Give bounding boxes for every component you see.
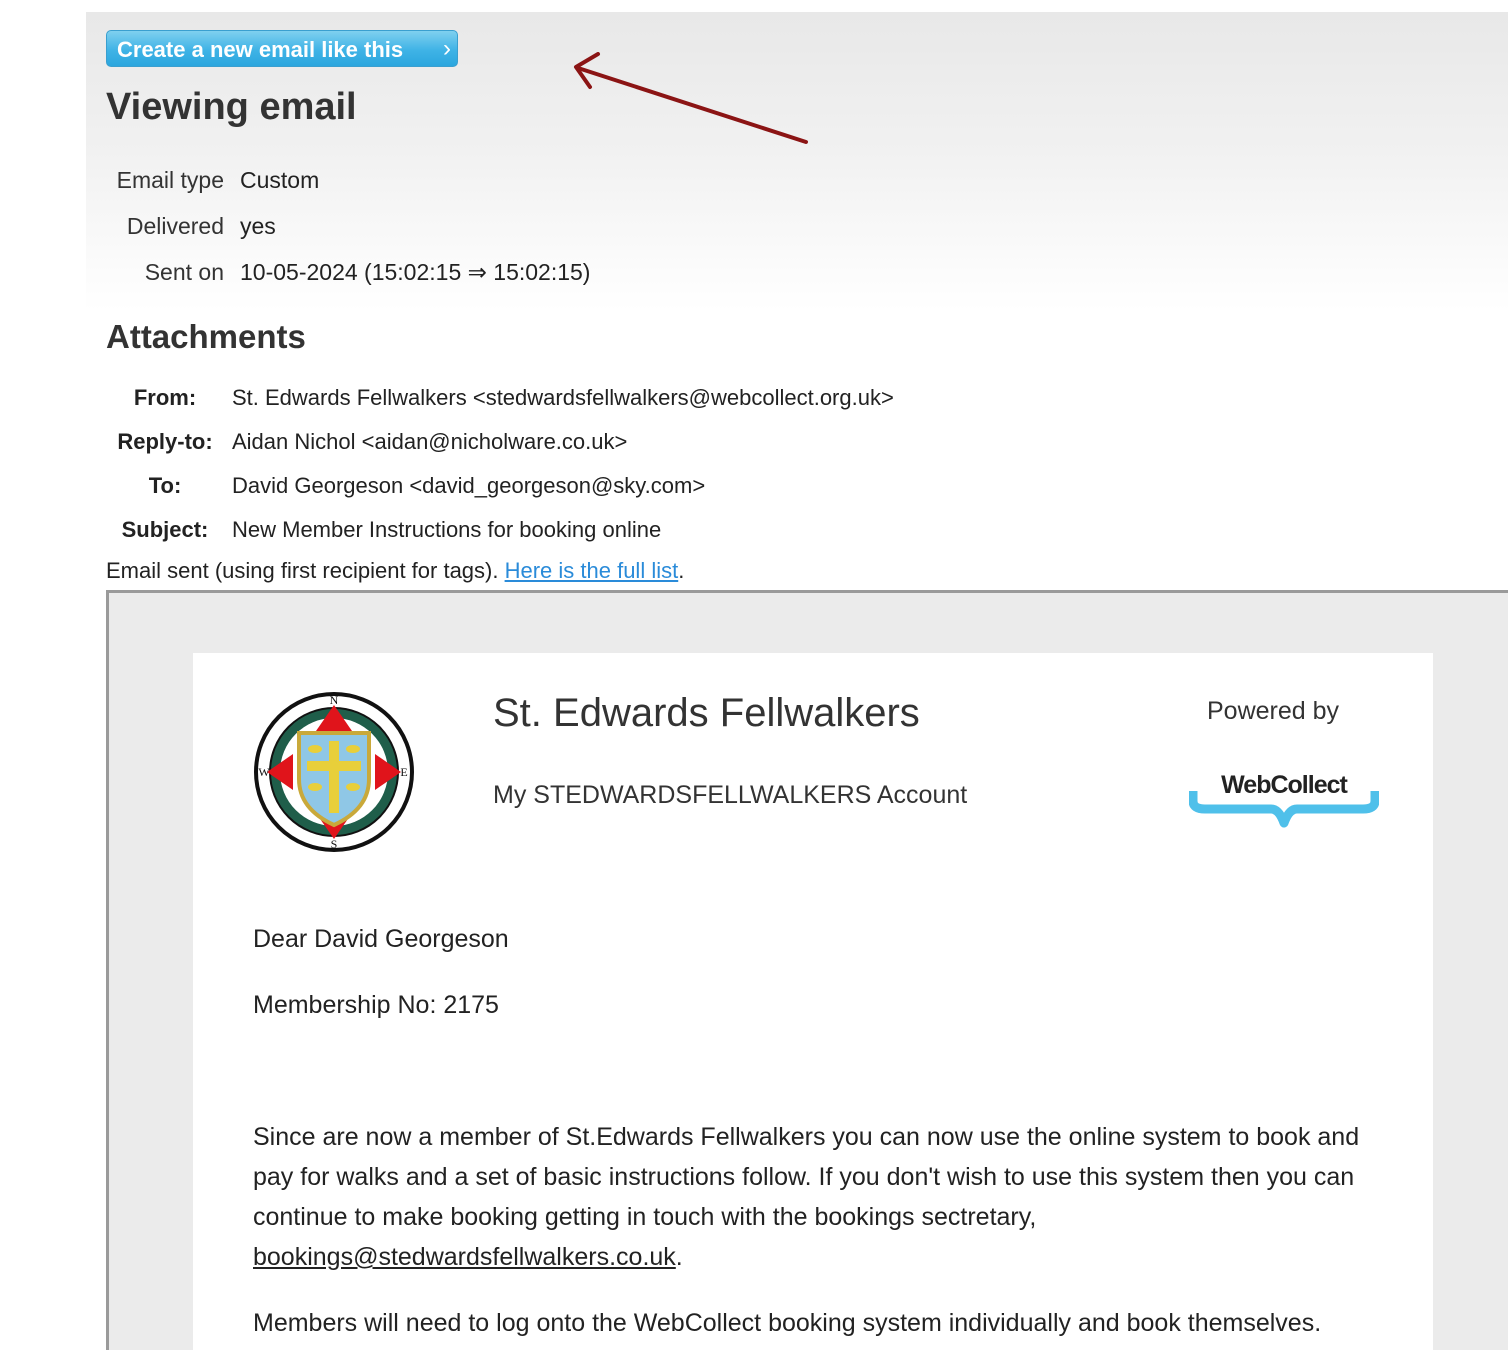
- create-new-email-button[interactable]: [106, 30, 458, 67]
- compass-w: W: [258, 765, 270, 779]
- paragraph-1-text: Since are now a member of St.Edwards Fellwalkers you can now use the online system to book and pay for walks and a set of basic instructions follow. If you don't wish to use this system then you can continue to make booking getting in touch with the bookings sectretary,: [253, 1123, 1360, 1231]
- paragraph-1: [253, 1117, 1373, 1277]
- compass-e: E: [400, 765, 408, 779]
- compass-s: S: [330, 837, 338, 851]
- sent-note: [106, 558, 684, 584]
- subject-value: New Member Instructions for booking online: [232, 517, 662, 542]
- annotation-arrow: [566, 52, 826, 172]
- webcollect-logo-text: WebCollect: [1221, 771, 1347, 799]
- powered-by: Powered by: [1207, 697, 1340, 725]
- reply-to-label: Reply-to:: [117, 429, 213, 454]
- webcollect-logo: [1189, 767, 1379, 831]
- subject-label: Subject:: [121, 517, 209, 542]
- from-value: St. Edwards Fellwalkers <stedwardsfellwalkers@webcollect.org.uk>: [232, 385, 894, 410]
- delivered-value: yes: [240, 213, 276, 239]
- reply-to-value: Aidan Nichol <aidan@nicholware.co.uk>: [232, 429, 628, 454]
- create-button-label: Create a new email like this: [117, 37, 404, 62]
- membership-number: Membership No: 2175: [253, 991, 499, 1019]
- email-type-label: Email type: [116, 167, 224, 193]
- sent-on-label: Sent on: [144, 259, 224, 285]
- compass-n: N: [329, 693, 339, 707]
- delivered-label: Delivered: [126, 213, 224, 239]
- from-label: From:: [133, 385, 197, 410]
- to-value: David Georgeson <david_georgeson@sky.com>: [232, 473, 706, 498]
- club-logo: [253, 691, 415, 853]
- paragraph-1-suffix: .: [675, 1243, 683, 1271]
- to-label: To:: [148, 473, 182, 498]
- page: [86, 12, 1508, 1338]
- attachments-heading: Attachments: [106, 318, 306, 355]
- sent-note-suffix: .: [678, 558, 685, 583]
- email-preview-frame: [106, 590, 1508, 1350]
- left-margin: [0, 0, 86, 1338]
- page-title: Viewing email: [106, 86, 357, 128]
- email-type-value: Custom: [240, 167, 320, 193]
- account-line: My STEDWARDSFELLWALKERS Account: [493, 781, 968, 809]
- greeting: Dear David Georgeson: [253, 925, 509, 953]
- sent-note-text: Email sent (using first recipient for tags).: [106, 558, 505, 583]
- paragraph-2: Members will need to log onto the WebCollect booking system individually and book themselves.: [253, 1309, 1322, 1337]
- sent-on-value: 10-05-2024 (15:02:15 ⇒ 15:02:15): [240, 259, 591, 285]
- full-list-link[interactable]: Here is the full list: [504, 558, 679, 583]
- bookings-email-link[interactable]: bookings@stedwardsfellwalkers.co.uk: [253, 1243, 676, 1271]
- chevron-right-icon: ›: [443, 35, 451, 62]
- email-body-card: [193, 653, 1433, 1353]
- club-name: St. Edwards Fellwalkers: [493, 691, 920, 735]
